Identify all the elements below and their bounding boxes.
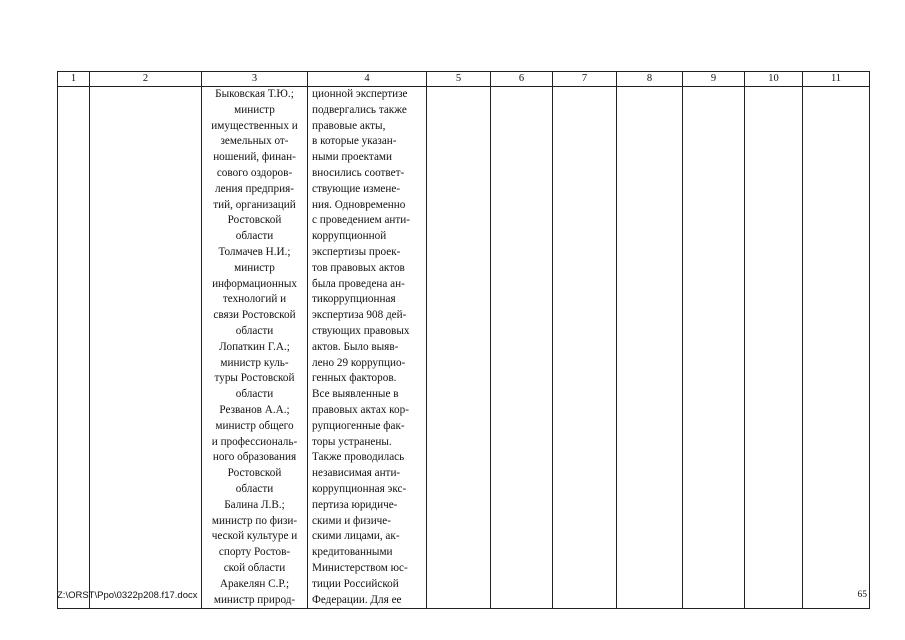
measure-description-line: Все выявленные в <box>312 388 399 401</box>
measure-description-line: вносились соответ- <box>312 166 405 179</box>
cell-col-10 <box>745 87 803 609</box>
responsible-persons-line: министр куль- <box>220 356 289 369</box>
measure-description-line: тов правовых актов <box>312 261 405 274</box>
measure-description-line: подвергались также <box>312 103 407 116</box>
measure-description-line: независимая анти- <box>312 467 401 480</box>
responsible-persons-line: ного образования <box>212 451 297 464</box>
responsible-persons-line: тий, организаций <box>213 198 296 211</box>
cell-col-5 <box>427 87 491 609</box>
measure-description-text <box>310 87 426 608</box>
responsible-persons-line: Аракелян С.Р.; <box>219 577 290 590</box>
responsible-persons-line: области <box>235 482 274 495</box>
measure-description-line: тиции Российской <box>312 577 399 590</box>
measure-description-line: ными проектами <box>312 151 392 164</box>
measure-description-line: актов. Было выяв- <box>312 340 399 353</box>
cell-col-11 <box>803 87 870 609</box>
responsible-persons-line: Балина Л.В.; <box>224 498 285 511</box>
column-header-3: 3 <box>202 72 308 87</box>
cell-col-3-responsible <box>202 87 308 609</box>
measure-description-line: была проведена ан- <box>312 277 405 290</box>
table-header-row <box>58 72 870 87</box>
measure-description-line: рупциогенные фак- <box>312 419 405 432</box>
table-row <box>58 87 870 609</box>
measure-description-line: правовых актах кор- <box>312 403 409 416</box>
measure-description-line: коррупционная экс- <box>312 482 407 495</box>
measure-description-line: правовые акты, <box>312 119 386 132</box>
measure-description-line: пертиза юридиче- <box>312 498 398 511</box>
measure-description-line: тикоррупционная <box>312 293 396 306</box>
measure-description-line: скими лицами, ак- <box>312 530 400 543</box>
measure-description-line: экспертизы проек- <box>312 245 401 258</box>
responsible-persons-line: имущественных и <box>211 119 298 132</box>
cell-col-2 <box>90 87 202 609</box>
responsible-persons-line: министр по физи- <box>211 514 298 527</box>
column-header-5: 5 <box>427 72 491 87</box>
measure-description-line: ционной экспертизе <box>312 88 408 100</box>
measure-description-line: Также проводилась <box>312 451 405 464</box>
column-header-7: 7 <box>553 72 617 87</box>
responsible-persons-line: области <box>235 388 274 401</box>
responsible-persons-line: туры Ростовской <box>214 372 295 385</box>
measure-description-line: ствующих правовых <box>312 324 410 337</box>
measure-description-line: кредитованными <box>312 546 393 559</box>
responsible-persons-line: сового оздоров- <box>216 166 293 179</box>
responsible-persons-line: ческой культуре и <box>211 530 298 543</box>
responsible-persons-line: ношений, финан- <box>213 151 296 164</box>
responsible-persons-line: Быковская Т.Ю.; <box>215 88 294 100</box>
measure-description-line: скими и физиче- <box>312 514 391 527</box>
measure-description-line: Федерации. Для ее <box>312 593 402 606</box>
column-header-10: 10 <box>745 72 803 87</box>
footer-page-number: 65 <box>857 590 867 600</box>
responsible-persons-line: Лопаткин Г.А.; <box>219 340 290 353</box>
measure-description-line: ния. Одновременно <box>312 198 406 211</box>
cell-col-1 <box>58 87 90 609</box>
cell-col-4-description <box>308 87 427 609</box>
responsible-persons-line: Ростовской <box>227 467 282 480</box>
column-header-8: 8 <box>617 72 683 87</box>
measure-description-line: Министерством юс- <box>312 561 408 574</box>
responsible-persons-line: области <box>235 230 274 243</box>
cell-col-7 <box>553 87 617 609</box>
responsible-persons-line: Ростовской <box>227 214 282 227</box>
responsible-persons-line: министр <box>234 103 275 116</box>
responsible-persons-line: области <box>235 324 274 337</box>
responsible-persons-line: министр <box>234 261 275 274</box>
column-header-6: 6 <box>491 72 553 87</box>
measure-description-line: лено 29 коррупцио- <box>312 356 406 369</box>
responsible-persons-line: информационных <box>212 277 297 290</box>
responsible-persons-line: Толмачев Н.И.; <box>218 245 291 258</box>
responsible-persons-line: ления предприя- <box>215 182 294 195</box>
report-table <box>57 71 870 609</box>
responsible-persons-line: Резванов А.А.; <box>219 403 290 416</box>
cell-col-8 <box>617 87 683 609</box>
responsible-persons-line: технологий и <box>222 293 287 306</box>
measure-description-line: в которые указан- <box>312 135 397 148</box>
measure-description-line: экспертиза 908 дей- <box>312 309 407 322</box>
column-header-4: 4 <box>308 72 427 87</box>
column-header-11: 11 <box>803 72 870 87</box>
responsible-persons-line: спорту Ростов- <box>218 546 291 559</box>
column-header-1: 1 <box>58 72 90 87</box>
measure-description-line: коррупционной <box>312 230 387 243</box>
measure-description-line: с проведением анти- <box>312 214 410 227</box>
column-header-9: 9 <box>683 72 745 87</box>
column-header-2: 2 <box>90 72 202 87</box>
footer-file-path: Z:\ORST\Ppo\0322p208.f17.docx <box>57 590 198 601</box>
cell-col-6 <box>491 87 553 609</box>
responsible-persons-line: и профессиональ- <box>211 435 298 448</box>
cell-col-9 <box>683 87 745 609</box>
responsible-persons-text <box>202 87 307 608</box>
responsible-persons-line: ской области <box>223 561 286 574</box>
measure-description-line: ствующие измене- <box>312 182 401 195</box>
measure-description-line: торы устранены. <box>312 435 392 448</box>
responsible-persons-line: земельных от- <box>220 135 289 148</box>
measure-description-line: генных факторов. <box>312 372 397 385</box>
responsible-persons-line: министр природ- <box>213 593 296 606</box>
responsible-persons-line: министр общего <box>215 419 294 432</box>
responsible-persons-line: связи Ростовской <box>213 309 296 322</box>
